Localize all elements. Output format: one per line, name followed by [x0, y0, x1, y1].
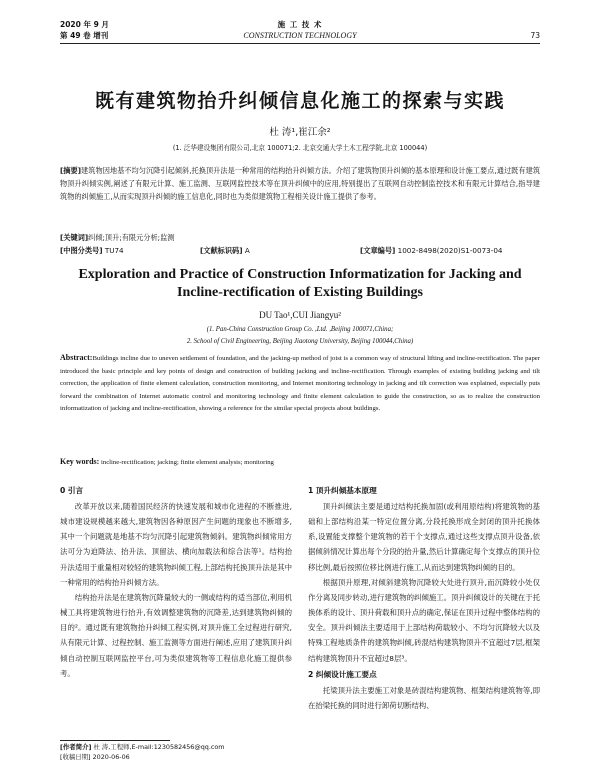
affiliation-en-1: (1. Pan-China Construction Group Co. ,Ltd. ,Beijing 100071,China;	[206, 326, 394, 333]
abstract-en-label: Abstract:	[60, 353, 93, 362]
section-1-heading: 1 顶升纠倾基本原理	[308, 486, 377, 495]
keywords-en	[60, 456, 540, 470]
clc-field: [中图分类号] TU74	[60, 246, 124, 255]
keywords-cn	[60, 231, 540, 244]
header-page-number: 73	[530, 31, 540, 40]
body-right-column	[308, 482, 540, 713]
authors-cn: 杜 涛¹,崔江余²	[269, 127, 331, 138]
section-0-paragraph-1: 改革开放以来,随着国民经济的快速发展和城市化进程的不断推进,城市建设规模越来越大,建筑物因各种原因产生问题的现象也不断增多,其中一个问题就是地基不均匀沉降引起建筑物倾斜。建筑物纠倾常用方法可分为迫降法、抬升法、顶留法、横向加载法和综合法等¹。结构抬升法适用于重量相对较轻的建筑物纠倾工程,上部结构托换顶升法是其中一种常用的结构抬升纠倾方法。	[60, 502, 292, 587]
body-left-column	[60, 482, 292, 681]
authors-en: DU Tao¹,CUI Jiangyu²	[259, 310, 341, 320]
section-2-paragraph-1: 托梁顶升法主要施工对象是砖混结构建筑物、框架结构建筑物等,即在抬梁托换的同时进行卸荷切断结构、	[308, 685, 540, 710]
abstract-cn	[60, 164, 540, 204]
section-0-heading: 0 引言	[60, 486, 84, 495]
footnote-received: [收稿日期] 2020-06-06	[60, 753, 130, 761]
affiliation-cn: (1. 泛华建设集团有限公司,北京 100071;2. 北京交通大学土木工程学院,北京 100044)	[172, 144, 428, 152]
abstract-en	[60, 352, 540, 416]
section-1-paragraph-2: 根据顶升原理,对倾斜建筑物沉降较大处进行顶升,而沉降较小处仅作分离及同步转动,进行建筑物的纠倾施工。顶升纠倾设计的关键在于托换体系的设计、顶升荷载和顶升点的确定,保证在顶升过程中整体结构的安全。顶升纠倾法主要适用于上部结构荷载较小、不均匀沉降较大以及特殊工程地质条件的建筑物纠倾,砖混结构建筑物顶升不宜超过7层,框架结构建筑物顶升不宜超过8层³。	[308, 577, 540, 663]
keywords-en-label: Key words:	[60, 457, 100, 466]
section-1-paragraph-1: 顶升纠倾法主要是通过结构托换加固(或利用原结构)将建筑物的基础和上部结构沿某一特定位置分离,分段托换形成全封闭的顶升托换体系,设置能支撑整个建筑物的若干个支撑点,通过这些支撑点顶升设备,依据倾斜情况计算出每个分段的抬升量,然后计算确定每个支撑点的顶升位移比例,最后按照位移比例进行施工,从而达到建筑物纠倾的目的。	[308, 502, 540, 572]
title-en: Exploration and Practice of Construction Informatization for Jacking and Incline-rectification of Existing Buildings	[78, 267, 522, 300]
header-volume: 第 49 卷 增刊	[60, 31, 109, 40]
document-code-field: [文献标识码] A	[200, 246, 250, 255]
article-number-field: [文章编号] 1002-8498(2020)S1-0073-04	[360, 246, 503, 255]
abstract-cn-text: 建筑物因地基不均匀沉降引起倾斜,托换顶升法是一种常用的结构抬升纠倾方法。介绍了建筑物顶升纠倾的基本原理和设计施工要点,通过既有建筑物顶升纠倾实例,阐述了有限元计算、施工监测、互联网监控技术等在顶升纠倾中的应用,特别提出了互联网自动控制监控技术和有限元计算结合,指导建筑物的纠倾施工,从而实现顶升纠倾的施工信息化,同时也为类似建筑物工程相关设计施工提供了参考。	[60, 166, 541, 202]
abstract-cn-label: [摘要]	[60, 166, 82, 175]
title-cn: 既有建筑物抬升纠倾信息化施工的探索与实践	[94, 90, 505, 112]
keywords-cn-label: [关键词]	[60, 233, 89, 242]
keywords-cn-text: 纠倾;顶升;有限元分析;监测	[88, 233, 175, 242]
header-journal-cn: 施 工 技 术	[277, 20, 323, 29]
footnote-author: [作者简介] 杜 涛,工程师,E-mail:1230582456@qq.com	[60, 743, 225, 751]
footnote-rule	[60, 740, 170, 741]
affiliation-en-2: 2. School of Civil Engineering, Beijing Jiaotong University, Beijing 100044,China)	[186, 338, 414, 345]
section-2-heading: 2 纠倾设计施工要点	[308, 669, 377, 679]
header-journal-en: CONSTRUCTION TECHNOLOGY	[243, 31, 357, 40]
section-0-paragraph-2: 结构抬升法是在建筑物沉降量较大的一侧或结构的适当部位,利用机械工具将建筑物进行抬升,有效调整建筑物的沉降差,达到建筑物纠倾的目的²。通过既有建筑物抬升纠倾工程实例,对顶升施工全过程进行研究,从有限元计算、过程控制、施工监测等方面进行阐述,应用了建筑顶升纠倾自动控制互联网监控平台,可为类似建筑物等工程信息化施工提供参考。	[60, 592, 292, 678]
keywords-en-text: incline-rectification; jacking; finite element analysis; monitoring	[101, 459, 274, 466]
header-date: 2020 年 9 月	[60, 20, 109, 29]
abstract-en-text: Buildings incline due to uneven settlement of foundation, and the jacking-up method of joist is a common way of structural lifting and incline-rectification. The paper introduced the basic principle and key points of design and construction of building jacking and incline-rectification. Through examples of existing building jacking and tilt correction, the application of finite element calculation, construction monitoring, and Internet monitoring technology in jacking and tilt correction was explained, especially puts forward the combination of Internet automatic control and monitoring technology and finite element calculation to guide the construction, so as to realize the construction informatization of jacking and incline-rectification, showing a reference for the similar special projects about buildings.	[60, 355, 540, 413]
header-rule	[60, 43, 540, 44]
